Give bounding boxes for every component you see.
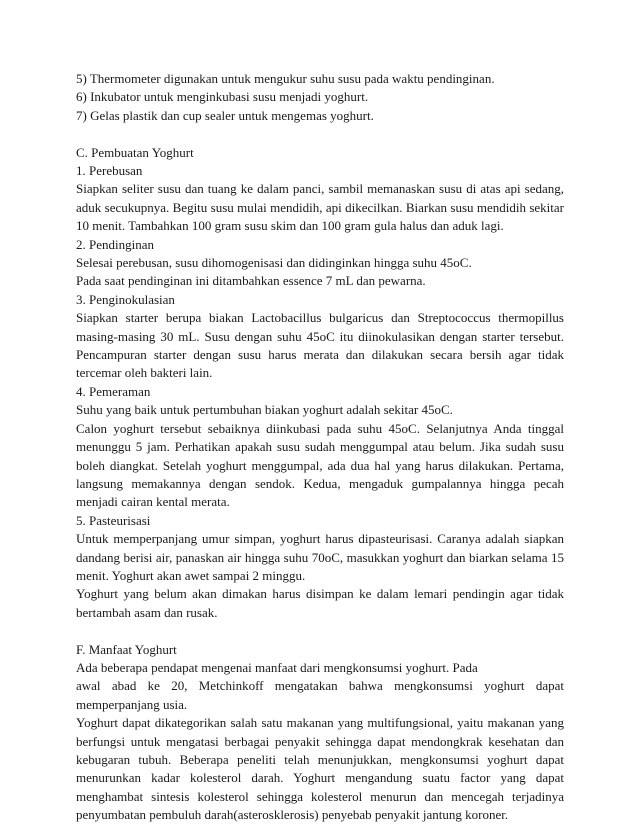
tool-item-5: 5) Thermometer digunakan untuk mengukur suhu susu pada waktu pendinginan.	[76, 71, 495, 86]
step-1-title: 1. Perebusan	[76, 163, 143, 179]
section-f-paragraph: Yoghurt dapat dikategorikan salah satu makanan yang multifungsional, yaitu makanan yang berfungsi untuk mengatasi berbagai penyakit sehingga dapat mendongkrak kesehatan dan kebugaran tubuh. Beberapa peneliti telah menunjukkan, mengkonsumsi yoghurt dapat menurunkan kadar kolesterol darah. Yoghurt mengandung suatu factor yang dapat menghambat sintesis kolesterol sehingga kolesterol menurun dan mencegah terjadinya penyumbatan pembuluh darah(asterosklerosis) penyebab penyakit jantung koroner.	[76, 715, 564, 823]
step-3-paragraph: Siapkan starter berupa biakan Lactobacillus bulgaricus dan Streptococcus thermopillus masing-masing 30 mL. Susu dengan suhu 45oC itu diinokulasikan dengan starter tersebut. Pencampuran starter dengan susu harus merata dan dilakukan secara bersih agar tidak tercemar oleh bakteri lain.	[76, 310, 564, 381]
section-f-paragraph: Ada beberapa pendapat mengenai manfaat dari mengkonsumsi yoghurt. Pada	[76, 659, 478, 675]
section-f-paragraph: awal abad ke 20, Metchinkoff mengatakan bahwa mengkonsumsi yoghurt dapat memperpanjang usia.	[76, 678, 564, 712]
step-3-title: 3. Penginokulasian	[76, 291, 175, 307]
spacer	[76, 125, 564, 143]
step-1-paragraph: Siapkan seliter susu dan tuang ke dalam panci, sambil memanaskan susu di atas api sedang, aduk secukupnya. Begitu susu mulai mendidih, api dikecilkan. Biarkan susu mendidih sekitar 10 menit. Tambahkan 100 gram susu skim dan 100 gram gula halus dan aduk lagi.	[76, 181, 564, 234]
document-page	[76, 70, 564, 825]
step-2-paragraph: Pada saat pendinginan ini ditambahkan essence 7 mL dan pewarna.	[76, 273, 426, 289]
step-2-paragraph: Selesai perebusan, susu dihomogenisasi dan didinginkan hingga suhu 45oC.	[76, 255, 472, 271]
step-5-paragraph: Yoghurt yang belum akan dimakan harus disimpan ke dalam lemari pendingin agar tidak bertambah asam dan rusak.	[76, 586, 564, 620]
step-5-title: 5. Pasteurisasi	[76, 512, 151, 528]
step-2-title: 2. Pendinginan	[76, 236, 154, 252]
tool-item-6: 6) Inkubator untuk menginkubasi susu menjadi yoghurt.	[76, 89, 369, 105]
spacer	[76, 622, 564, 640]
step-4-paragraph: Suhu yang baik untuk pertumbuhan biakan yoghurt adalah sekitar 45oC.	[76, 402, 453, 418]
section-c-heading: C. Pembuatan Yoghurt	[76, 144, 194, 160]
tool-item-7: 7) Gelas plastik dan cup sealer untuk mengemas yoghurt.	[76, 107, 374, 123]
step-5-paragraph: Untuk memperpanjang umur simpan, yoghurt harus dipasteurisasi. Caranya adalah siapkan dandang berisi air, panaskan air hingga suhu 70oC, masukkan yoghurt dan biarkan selama 15 menit. Yoghurt akan awet sampai 2 minggu.	[76, 531, 564, 583]
step-4-paragraph: Calon yoghurt tersebut sebaiknya diinkubasi pada suhu 45oC. Selanjutnya Anda tinggal menunggu 5 jam. Perhatikan apakah susu sudah menggumpal atau belum. Jika sudah susu boleh diangkat. Setelah yoghurt menggumpal, ada dua hal yang harus dilakukan. Pertama, langsung memakannya dengan sendok. Kedua, mengaduk gumpalannya hingga pecah menjadi cairan kental merata.	[76, 420, 564, 510]
section-f-heading: F. Manfaat Yoghurt	[76, 641, 177, 657]
step-4-title: 4. Pemeraman	[76, 383, 151, 399]
